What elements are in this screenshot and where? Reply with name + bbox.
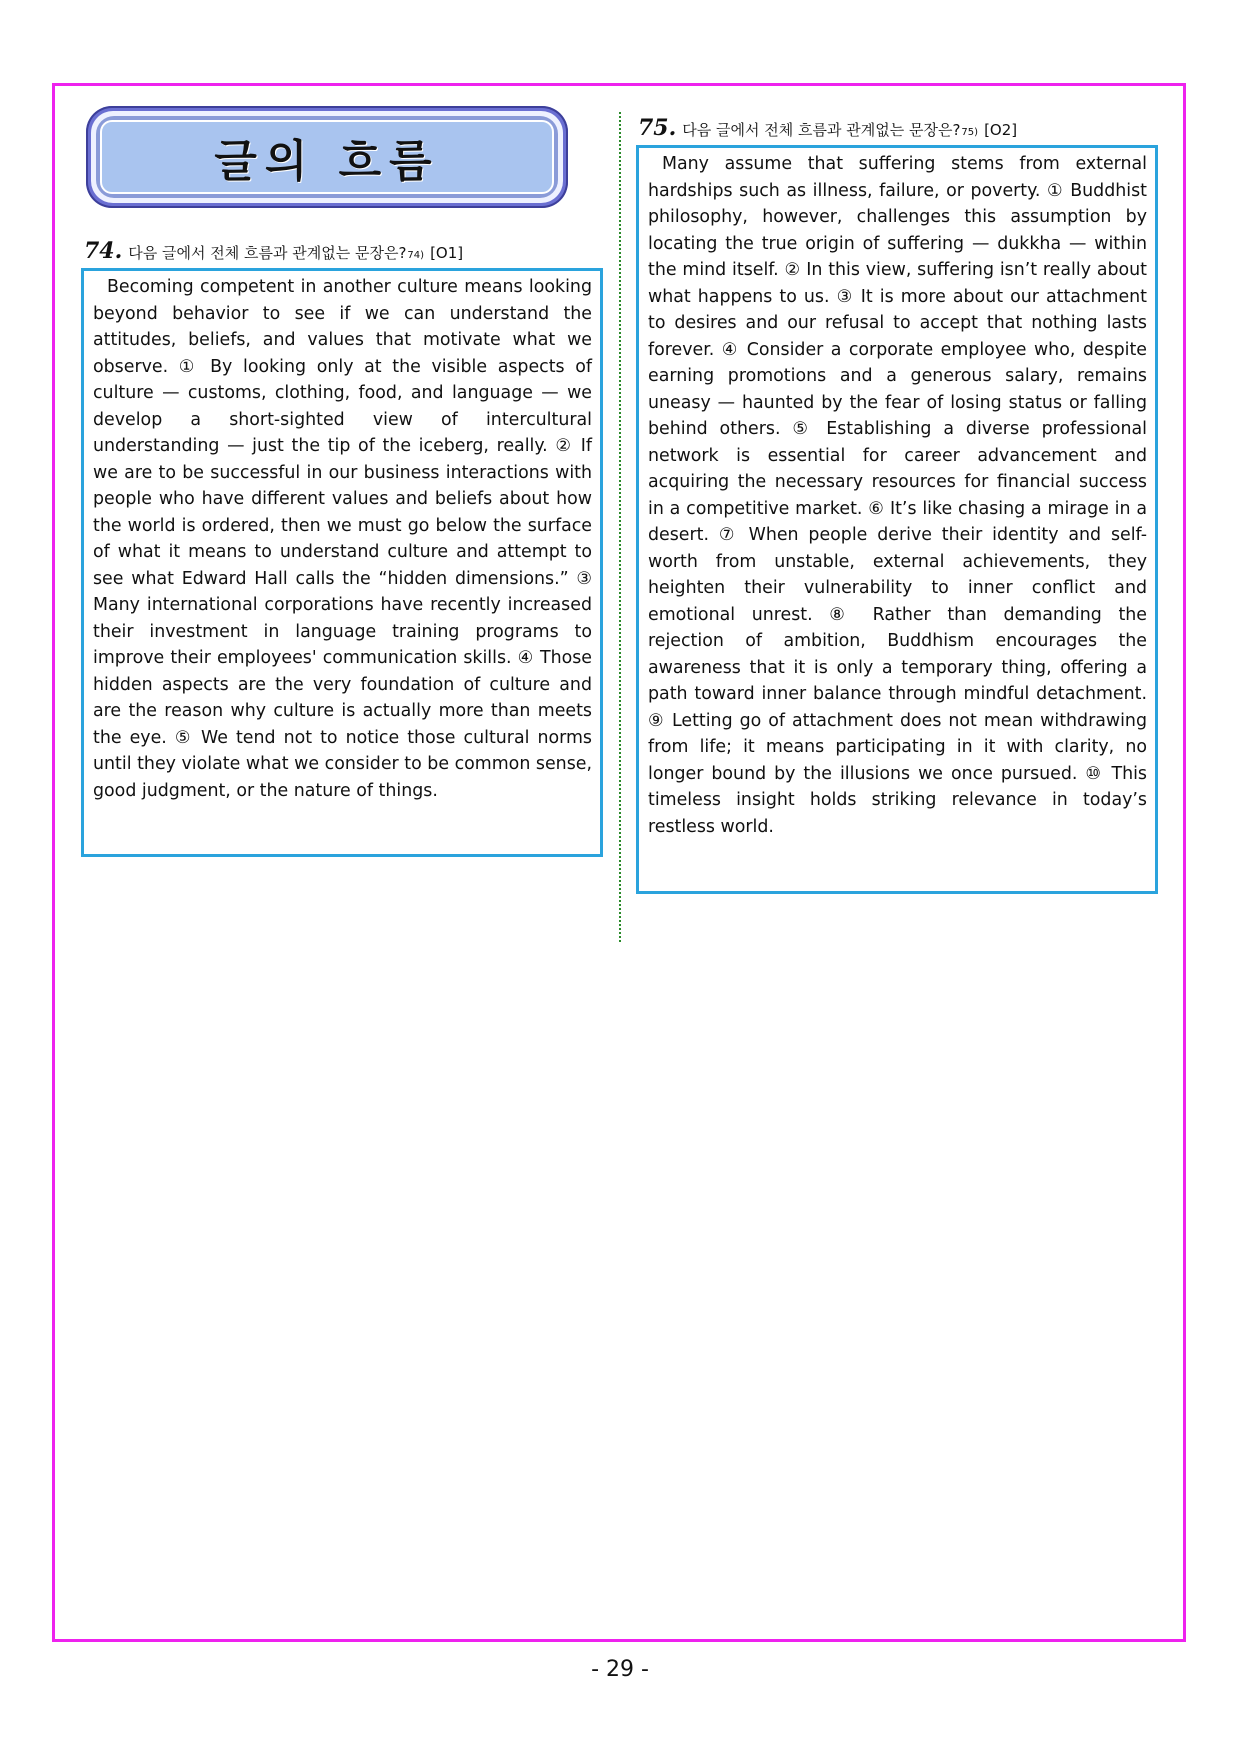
question-header-74 xyxy=(84,238,463,264)
question-header-75 xyxy=(638,115,1017,141)
footnote-ref: 74) xyxy=(407,250,425,261)
passage-text: Becoming competent in another culture means looking beyond behavior to see if we can understand the attitudes, beliefs, and values that motivate what we observe. ① By looking only at the visible aspects of culture — customs, clothing, food, and language — we develop a short-sighted view of intercultural understanding — just the tip of the iceberg, really. ② If we are to be successful in our business interactions with people who have different values and beliefs about how the world is ordered, then we must go below the surface of what it means to understand culture and attempt to see what Edward Hall calls the “hidden dimensions.” ③ Many international corporations have recently increased their investment in language training programs to improve their employees' communication skills. ④ Those hidden aspects are the very foundation of culture and are the reason why culture is actually more than meets the eye. ⑤ We tend not to notice those cultural norms until they violate what we consider to be common sense, good judgment, or the nature of things. xyxy=(93,277,592,801)
question-code: [O2] xyxy=(984,121,1018,139)
question-number: 74. xyxy=(84,238,123,264)
question-number: 75. xyxy=(638,115,677,141)
footnote-ref: 75) xyxy=(961,127,979,138)
passage-text: Many assume that suffering stems from external hardships such as illness, failure, or poverty. ① Buddhist philosophy, however, challenges this assumption by locating the true origin of suffering — dukkha — within the mind itself. ② In this view, suffering isn’t really about what happens to us. ③ It is more about our attachment to desires and our refusal to accept that nothing lasts forever. ④ Consider a corporate employee who, despite earning promotions and a generous salary, remains uneasy — haunted by the fear of losing status or falling behind others. ⑤ Establishing a diverse professional network is essential for career advancement and acquiring the necessary resources for financial success in a competitive market. ⑥ It’s like chasing a mirage in a desert. ⑦ When people derive their identity and self-worth from unstable, external achievements, they heighten their vulnerability to inner conflict and emotional unrest. ⑧ Rather than demanding the rejection of ambition, Buddhism encourages the awareness that it is only a temporary thing, offering a path toward inner balance through mindful detachment. ⑨ Letting go of attachment does not mean withdrawing from life; it means participating in it with clarity, no longer bound by the illusions we once pursued. ⑩ This timeless insight holds striking relevance in today’s restless world. xyxy=(648,154,1147,837)
section-title: 글의 흐름 xyxy=(214,136,440,187)
column-divider xyxy=(619,112,621,942)
passage-box-75 xyxy=(636,145,1158,894)
page-number: - 29 - xyxy=(591,1657,649,1682)
question-prompt: 다음 글에서 전체 흐름과 관계없는 문장은? xyxy=(128,244,407,262)
question-code: [O1] xyxy=(430,244,464,262)
passage-box-74 xyxy=(81,268,603,857)
question-prompt: 다음 글에서 전체 흐름과 관계없는 문장은? xyxy=(682,121,961,139)
section-title-banner xyxy=(86,106,568,208)
